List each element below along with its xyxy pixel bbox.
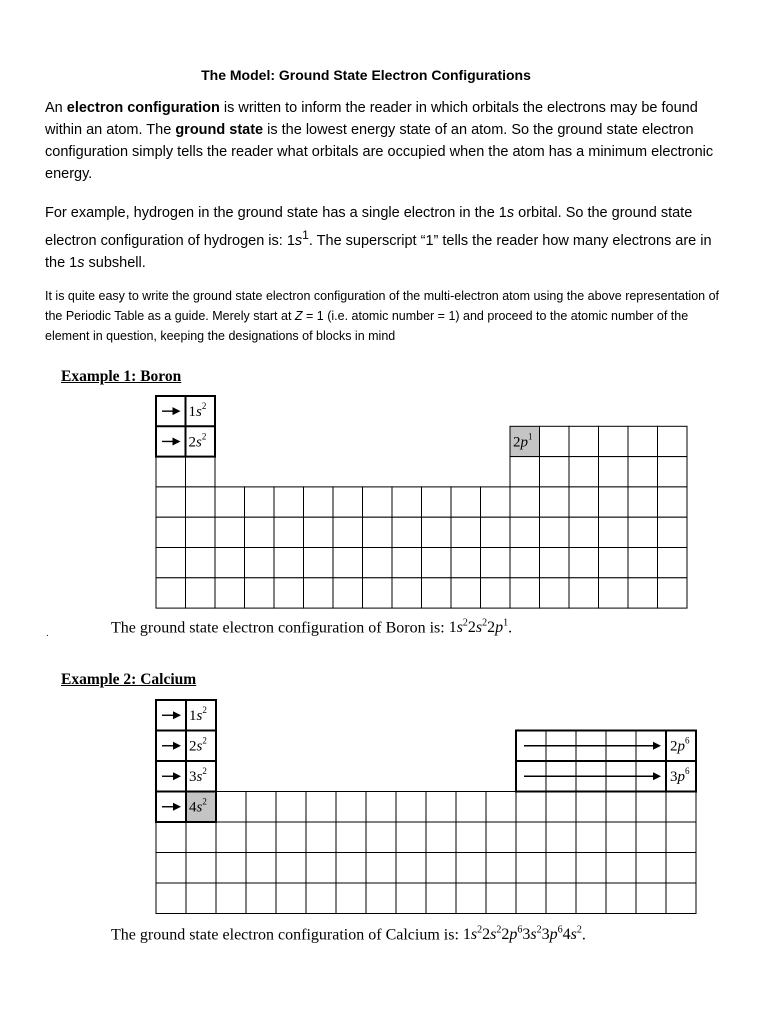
term-ground-state: ground state: [175, 122, 264, 138]
p-cell: [636, 883, 666, 914]
d-cell: [276, 853, 306, 884]
text: = 1 (i.e. atomic number = 1) and proceed to the atomic number of the element in question, keeping the designations of blocks in mind: [45, 309, 689, 343]
orbital-letter: s: [506, 205, 515, 221]
d-cell: [396, 853, 426, 884]
variable-z: Z: [294, 309, 303, 323]
s-cell: [186, 883, 216, 914]
p-cell: [606, 883, 636, 914]
page-title: The Model: Ground State Electron Configurations: [201, 67, 531, 83]
d-cell: [396, 792, 426, 823]
config-term: $4s^2$: [562, 925, 582, 944]
d-cell: [396, 883, 426, 914]
text: subshell.: [84, 254, 146, 271]
config-term: $2s^2$: [467, 618, 488, 637]
d-cell: [336, 853, 366, 884]
p-cell: [606, 853, 636, 884]
d-cell: [246, 883, 276, 914]
p-cell: [576, 792, 606, 823]
label-2s: $2s^2$: [188, 431, 207, 451]
d-cell: [486, 822, 516, 853]
d-cell: [366, 822, 396, 853]
arrow-cell: [156, 822, 186, 853]
d-cell: [216, 883, 246, 914]
d-cell: [426, 792, 456, 823]
arrow-cell: [156, 883, 186, 914]
term-electron-configuration: electron configuration: [66, 100, 220, 116]
p-cell: [546, 792, 576, 823]
d-cell: [276, 792, 306, 823]
example2-configuration: [463, 926, 582, 943]
caption-text: The ground state electron configuration of Calcium is:: [111, 926, 463, 944]
caption-end: .: [508, 619, 513, 637]
text: . The superscript “1” tells the reader how many electrons are in the 1: [45, 232, 712, 271]
label-2p: $2p^1$: [513, 431, 533, 451]
text: It is quite easy to write the ground state electron configuration of the multi-electron atom using the above representation of the Periodic Table as a guide. Merely start at: [45, 289, 719, 323]
config-term: $1s^2$: [448, 618, 468, 637]
p-cell: [516, 883, 546, 914]
d-cell: [396, 822, 426, 853]
caption-text: The ground state electron configuration of Boron is:: [111, 619, 449, 637]
d-cell: [246, 792, 276, 823]
label-4s: $4s^2$: [189, 796, 207, 816]
p-cell: [516, 853, 546, 884]
p-cell: [576, 853, 606, 884]
d-cell: [216, 853, 246, 884]
d-cell: [306, 822, 336, 853]
label-3s: $3s^2$: [189, 766, 207, 785]
p-cell: [546, 883, 576, 914]
example2-caption: [111, 925, 586, 944]
d-cell: [306, 853, 336, 884]
config-term: $2p^1$: [487, 618, 509, 637]
s-cell: [186, 853, 216, 884]
config-term: $3p^6$: [541, 925, 563, 944]
label-3p: $3p^6$: [670, 766, 690, 785]
d-cell: [246, 822, 276, 853]
text: For example, hydrogen in the ground state has a single electron in the 1: [45, 205, 507, 221]
d-cell: [216, 792, 246, 823]
p-cell: [636, 853, 666, 884]
text: is written to inform the reader in which orbitals the electrons may be found within an atom. The: [45, 100, 698, 138]
example2-heading: Example 2: Calcium: [61, 671, 197, 688]
p-cell: [546, 822, 576, 853]
d-cell: [486, 792, 516, 823]
d-cell: [456, 883, 486, 914]
d-cell: [246, 853, 276, 884]
d-cell: [366, 883, 396, 914]
d-cell: [486, 883, 516, 914]
p-cell: [516, 792, 546, 823]
d-cell: [336, 792, 366, 823]
label-2p: $2p^6$: [670, 735, 690, 755]
p-cell: [576, 883, 606, 914]
config-term: $3s^2$: [522, 925, 542, 944]
d-cell: [426, 883, 456, 914]
arrow-cell: [156, 853, 186, 884]
stray-dot: .: [46, 628, 49, 639]
config-term: $2p^6$: [501, 925, 523, 944]
p-cell: [666, 853, 696, 884]
d-cell: [276, 822, 306, 853]
example1-heading: Example 1: Boron: [61, 368, 182, 385]
label-1s: $1s^2$: [189, 705, 207, 724]
p-cell: [606, 822, 636, 853]
d-cell: [426, 853, 456, 884]
d-cell: [336, 822, 366, 853]
p-cell: [666, 883, 696, 914]
p-cell: [516, 822, 546, 853]
p-cell: [666, 822, 696, 853]
config-term: $2s^2$: [482, 925, 502, 944]
d-cell: [336, 883, 366, 914]
orbital-letter: s: [77, 254, 85, 271]
superscript: 1: [302, 228, 309, 242]
d-cell: [276, 883, 306, 914]
p-cell: [546, 853, 576, 884]
p-cell: [636, 792, 666, 823]
orbital-letter: s: [294, 232, 303, 249]
s-cell: [186, 822, 216, 853]
p-cell: [636, 822, 666, 853]
p-cell: [606, 792, 636, 823]
text: is the lowest energy state of an atom. So the ground state electron configuration simply tells the reader what orbitals are occupied when the atom has a minimum electronic energy.: [45, 122, 714, 182]
config-term: $1s^2$: [462, 925, 483, 944]
d-cell: [486, 853, 516, 884]
p-cell: [666, 792, 696, 823]
d-cell: [426, 822, 456, 853]
d-cell: [216, 822, 246, 853]
d-cell: [456, 822, 486, 853]
label-1s: $1s^2$: [188, 401, 207, 420]
d-cell: [456, 792, 486, 823]
d-cell: [366, 792, 396, 823]
d-cell: [306, 883, 336, 914]
label-2s: $2s^2$: [189, 735, 207, 755]
d-cell: [306, 792, 336, 823]
text: An: [45, 100, 67, 116]
text: orbital. So the ground state electron configuration of hydrogen is: 1: [45, 205, 693, 249]
d-cell: [456, 853, 486, 884]
d-cell: [366, 853, 396, 884]
caption-end: .: [581, 926, 586, 944]
p-cell: [576, 822, 606, 853]
